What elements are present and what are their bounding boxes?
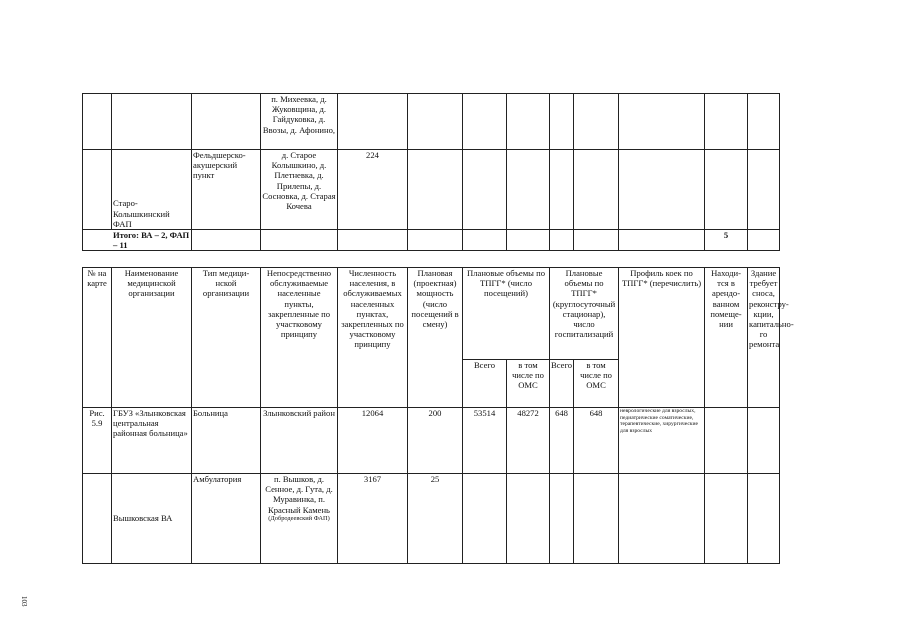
org-name-cell: Старо-Колышкинский ФАП	[112, 150, 192, 230]
population-cell: 12064	[338, 408, 408, 474]
settlements-cell	[261, 474, 338, 564]
header-planned-hosp: Плановые объемы по ТПГГ* (круглосуточный стационар), число госпитализаций	[550, 268, 619, 360]
header-building: Здание требует сноса, реконстру-кции, капитально-го ремонта	[748, 268, 780, 408]
settlements-cell: п. Михеевка, д. Жуковщина, д. Гайдуковка, д. Ввозы, д. Афонино,	[261, 94, 338, 150]
settlements-cell: Злынковский район	[261, 408, 338, 474]
org-name-cell: ГБУЗ «Злынковская центральная районная больница»	[112, 408, 192, 474]
table-row	[83, 474, 780, 564]
facilities-table	[82, 267, 794, 564]
total-label: Итого: ВА – 2, ФАП – 11	[83, 230, 192, 251]
org-type-cell: Больница	[192, 408, 261, 474]
total-row	[83, 230, 780, 251]
header-rented: Находи-тся в арендо-ванном помеще-нии	[705, 268, 748, 408]
continuation-table	[82, 93, 780, 251]
visits-oms-cell: 48272	[507, 408, 550, 474]
total-value: 5	[705, 230, 748, 251]
capacity-cell: 200	[408, 408, 463, 474]
beds-profile-cell: неврологические для взрослых, педиатрические соматические, терапевтические, хирургические для взрослых	[619, 408, 705, 474]
table-row	[83, 150, 780, 230]
org-type-cell: Фельдшерско-акушерский пункт	[192, 150, 261, 230]
settlements-note: (Добродеевский ФАП)	[268, 514, 330, 522]
header-hosp-total: Всего	[550, 360, 574, 408]
header-settlements: Непосредственно обслуживаемые населенные пункты, закрепленные по участковому принципу	[261, 268, 338, 408]
header-visits-total: Всего	[463, 360, 507, 408]
hosp-total-cell: 648	[550, 408, 574, 474]
row-num: Рис. 5.9	[83, 408, 112, 474]
population-cell: 3167	[338, 474, 408, 564]
capacity-cell: 25	[408, 474, 463, 564]
header-row	[83, 268, 780, 360]
table-row	[83, 94, 780, 150]
header-population: Численность населения, в обслуживаемых населенных пунктах, закрепленных по участковому принципу	[338, 268, 408, 408]
page-number: 103	[20, 596, 28, 607]
header-planned-visits: Плановые объемы по ТПГГ* (число посещений)	[463, 268, 550, 360]
visits-total-cell: 53514	[463, 408, 507, 474]
org-name-cell: Вышковская ВА	[112, 474, 192, 564]
population-cell: 224	[338, 150, 408, 230]
settlements-list: п. Вышков, д. Сенное, д. Гута, д. Муравинка, п. Красный Камень	[265, 474, 333, 515]
header-type: Тип медици-нской организации	[192, 268, 261, 408]
header-org-name: Наименование медицинской организации	[112, 268, 192, 408]
header-beds-profile: Профиль коек по ТПГГ* (перечислить)	[619, 268, 705, 408]
header-capacity: Плановая (проектная) мощность (число посещений в смену)	[408, 268, 463, 408]
settlements-cell: д. Старое Колышкино, д. Плетневка, д. Прилепы, д. Сосновка, д. Старая Кочева	[261, 150, 338, 230]
header-num: № на карте	[83, 268, 112, 408]
header-hosp-oms: в том числе по ОМС	[574, 360, 619, 408]
table-row	[83, 408, 780, 474]
header-visits-oms: в том числе по ОМС	[507, 360, 550, 408]
org-type-cell: Амбулатория	[192, 474, 261, 564]
hosp-oms-cell: 648	[574, 408, 619, 474]
